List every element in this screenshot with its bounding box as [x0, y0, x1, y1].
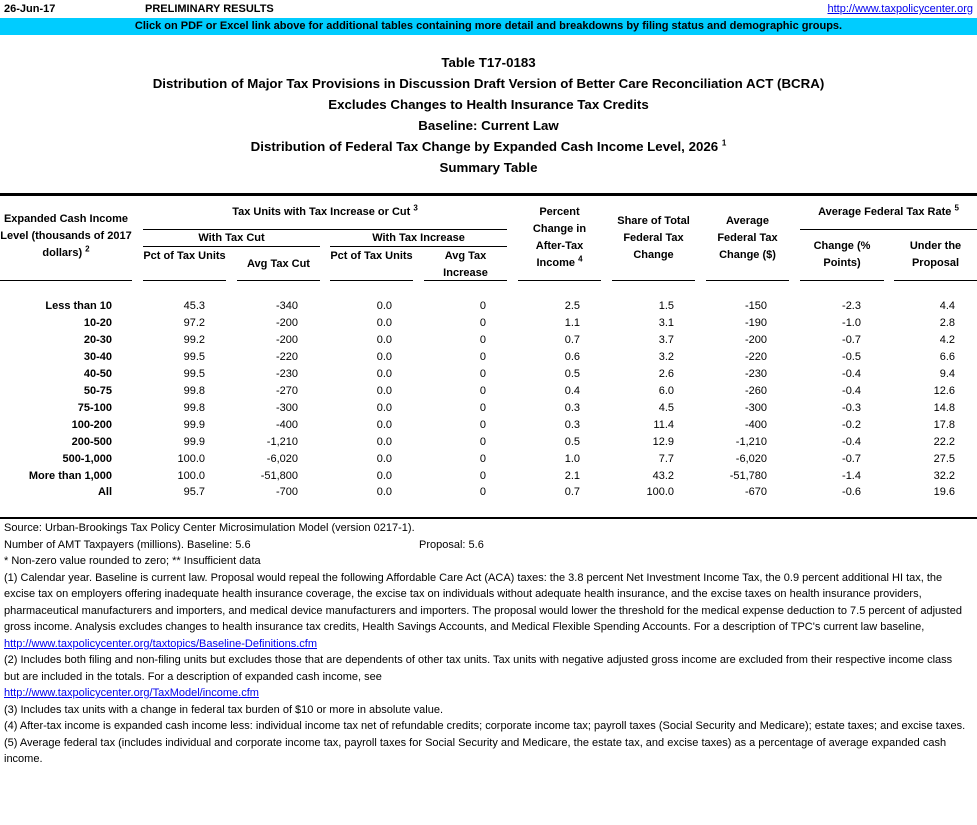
rule: [143, 246, 320, 247]
footnote-ref: 1: [721, 138, 727, 148]
table-cell: 97.2: [183, 316, 205, 329]
table-cell: 95.7: [183, 486, 205, 499]
table-cell: -0.6: [842, 486, 861, 499]
table-row: [0, 332, 977, 349]
footnote-2: (2) Includes both filing and non-filing units but excludes those that are dependents of other tax units. Tax units with negative adjusted gross income are excluded from their respective income class but are included in the totals. For a description of expanded cash income, see: [4, 654, 953, 683]
table-cell: 9.4: [939, 367, 955, 380]
sub-header-with-tax-increase: With Tax Increase: [372, 232, 465, 244]
table-cell: 0.0: [376, 350, 392, 363]
info-banner: Click on PDF or Excel link above for additional tables containing more detail and breakdowns by filing status and demographic groups.: [0, 18, 977, 35]
table-cell: -51,780: [729, 469, 767, 482]
table-cell: 43.2: [652, 469, 674, 482]
table-cell: 0.0: [376, 384, 392, 397]
table-cell: -340: [275, 300, 298, 312]
table-cell: 6.0: [658, 384, 674, 397]
table-cell: 4.2: [939, 333, 955, 346]
table-cell: 0.4: [564, 384, 580, 397]
table-cell: 100.0: [646, 486, 674, 499]
rule: [518, 280, 601, 281]
table-cell: 99.9: [183, 435, 205, 448]
table-cell: 0: [479, 486, 486, 499]
row-label: 500-1,000: [62, 452, 112, 465]
footnote-3: (3) Includes tax units with a change in federal tax burden of $10 or more in absolute value.: [4, 703, 444, 716]
table-cell: 100.0: [177, 469, 205, 482]
table-cell: 0: [479, 401, 486, 414]
table-cell: 0.7: [564, 486, 580, 499]
table-row: [0, 383, 977, 400]
table-cell: 1.1: [564, 316, 580, 329]
table-cell: -200: [744, 333, 767, 346]
table-row: [0, 366, 977, 383]
nonzero-note: * Non-zero value rounded to zero; ** Insufficient data: [4, 555, 261, 567]
rule: [800, 280, 884, 281]
footnote-4: (4) After-tax income is expanded cash income less: individual income tax net of refundable credits; corporate income tax; payroll taxes (Social Security and Medicare); estate taxes; and excise taxes.: [4, 720, 966, 732]
table-cell: 12.9: [652, 435, 674, 448]
table-cell: 0.3: [564, 401, 580, 414]
row-label: 100-200: [71, 418, 112, 431]
report-date: 26-Jun-17: [4, 3, 56, 15]
row-label: 10-20: [83, 316, 112, 329]
amt-proposal: Proposal: 5.6: [419, 538, 484, 551]
table-cell: 99.5: [183, 367, 205, 380]
table-row: [0, 400, 977, 417]
table-row: [0, 468, 977, 485]
table-cell: -230: [275, 367, 298, 380]
col-header-text: Expanded Cash Income Level (thousands of 2017 dollars): [0, 213, 132, 259]
amt-baseline: Number of AMT Taxpayers (millions). Baseline: 5.6: [4, 538, 251, 551]
table-row: [0, 349, 977, 366]
table-cell: -300: [744, 401, 767, 414]
table-cell: 0: [479, 367, 486, 380]
table-cell: -51,800: [260, 469, 298, 482]
income-definition-link[interactable]: http://www.taxpolicycenter.org/TaxModel/income.cfm: [4, 687, 259, 699]
rule: [330, 280, 413, 281]
rule: [143, 280, 226, 281]
table-cell: -0.4: [842, 435, 861, 448]
table-cell: 0: [479, 384, 486, 397]
title-line-5: Summary Table: [439, 160, 538, 175]
table-cell: -400: [275, 418, 298, 431]
table-cell: -0.3: [842, 401, 861, 414]
row-label: 30-40: [83, 350, 112, 363]
table-row: [0, 451, 977, 468]
footnote-ref: 2: [85, 244, 90, 254]
table-cell: 17.8: [933, 418, 955, 431]
row-label: All: [97, 486, 112, 499]
table-row: [0, 434, 977, 451]
table-cell: 1.0: [564, 452, 580, 465]
group-header-tax-units: [143, 204, 507, 221]
table-cell: 3.2: [658, 350, 674, 363]
tpc-website-link[interactable]: http://www.taxpolicycenter.org: [827, 3, 973, 15]
table-cell: 2.6: [658, 367, 674, 380]
table-cell: -0.4: [842, 367, 861, 380]
table-cell: 12.6: [933, 384, 955, 397]
col-header-income-level: [0, 211, 132, 262]
row-label: 40-50: [83, 367, 112, 380]
table-cell: -1.4: [842, 469, 861, 482]
table-cell: 2.5: [564, 300, 580, 312]
rule: [0, 280, 132, 281]
table-cell: 100.0: [177, 452, 205, 465]
rule: [424, 280, 507, 281]
col-header-avg-fed-tax-change: Average Federal Tax Change ($): [717, 215, 778, 261]
status-label: PRELIMINARY RESULTS: [145, 3, 274, 15]
table-cell: 0: [479, 316, 486, 329]
table-cell: 0: [479, 469, 486, 482]
col-header-avg-tax-cut: Avg Tax Cut: [247, 258, 310, 270]
rule: [330, 246, 507, 247]
table-cell: -260: [744, 384, 767, 397]
footnotes: [4, 520, 969, 768]
rule: [894, 280, 977, 281]
table-cell: 0.3: [564, 418, 580, 431]
group-header-text: Tax Units with Tax Increase or Cut: [232, 206, 411, 218]
table-cell: -150: [744, 300, 767, 312]
table-top-rule: [0, 193, 977, 196]
col-header-rate-change: Change (% Points): [813, 240, 871, 269]
table-cell: 0.0: [376, 316, 392, 329]
group-header-avg-rate: [800, 204, 977, 221]
table-cell: 27.5: [933, 452, 955, 465]
table-cell: 0: [479, 333, 486, 346]
source-note: Source: Urban-Brookings Tax Policy Center Microsimulation Model (version 0217-1).: [4, 522, 415, 534]
table-cell: -200: [275, 316, 298, 329]
row-label: 50-75: [83, 384, 112, 397]
table-cell: 3.7: [658, 333, 674, 346]
table-cell: -6,020: [266, 452, 298, 465]
table-cell: 0.7: [564, 333, 580, 346]
col-header-share-total: Share of Total Federal Tax Change: [617, 215, 690, 261]
table-cell: 0.0: [376, 300, 392, 312]
table-cell: 1.5: [658, 300, 674, 312]
table-cell: -0.4: [842, 384, 861, 397]
table-cell: 0.0: [376, 469, 392, 482]
footnote-ref: 3: [413, 203, 418, 213]
table-cell: 99.5: [183, 350, 205, 363]
table-cell: 11.4: [653, 418, 674, 431]
table-cell: 0.0: [376, 367, 392, 380]
table-cell: 3.1: [658, 316, 674, 329]
footnote-1: (1) Calendar year. Baseline is current law. Proposal would repeal the following Affordable Care Act (ACA) taxes: the 3.8 percent Net Investment Income Tax, the 0.9 percent additional HI tax, the excise tax on employers offering inadequate health insurance coverage, the excise tax on individuals without adequate health insurance, and the excise taxes on health insurance providers, pharmaceutical manufacturers and importers, and medical device manufacturers and importers. The proposal would lower the threshold for the medical expense deduction to 7.5 percent of adjusted gross income. Analysis excludes changes to health insurance tax credits, Health Savings Accounts, and Medical Flexible Spending Accounts. For a description of TPC's current law baseline,: [4, 571, 962, 633]
table-cell: 7.7: [658, 452, 674, 465]
table-cell: 99.9: [183, 418, 205, 431]
table-titles: [0, 52, 977, 178]
table-cell: 2.8: [939, 316, 955, 329]
row-label: 75-100: [77, 401, 112, 414]
table-cell: 0.0: [376, 435, 392, 448]
table-cell: -0.7: [842, 452, 861, 465]
title-line-3: Baseline: Current Law: [418, 118, 559, 133]
row-label: 200-500: [71, 435, 112, 448]
table-cell: -0.2: [842, 418, 861, 431]
table-cell: 4.4: [939, 300, 955, 312]
table-cell: -1,210: [735, 435, 767, 448]
row-label: More than 1,000: [28, 469, 112, 482]
table-row: [0, 484, 977, 501]
col-header-pct-units-inc: Pct of Tax Units: [330, 250, 413, 262]
top-bar: [0, 0, 977, 18]
title-line-4: [0, 136, 977, 157]
table-cell: 45.3: [183, 300, 205, 312]
table-row: [0, 417, 977, 434]
table-cell: -300: [275, 401, 298, 414]
table-bottom-rule: [0, 517, 977, 519]
col-header-text: Percent Change in After-Tax Income: [532, 206, 587, 269]
table-cell: -1,210: [266, 435, 298, 448]
sub-header-with-tax-cut: With Tax Cut: [198, 232, 265, 244]
table-cell: 0.0: [376, 401, 392, 414]
col-header-avg-tax-inc: Avg Tax Increase: [443, 250, 488, 279]
table-cell: 99.8: [183, 384, 205, 397]
footnote-ref: 4: [578, 254, 583, 264]
footnote-5: (5) Average federal tax (includes individual and corporate income tax, payroll taxes for Social Security and Medicare, the estate tax, and excise taxes) as a percentage of average expanded cash income.: [4, 736, 947, 765]
table-cell: 0: [479, 435, 486, 448]
table-cell: -220: [275, 350, 298, 363]
table-cell: 14.8: [933, 401, 955, 414]
title-line-4-text: Distribution of Federal Tax Change by Expanded Cash Income Level, 2026: [250, 139, 719, 154]
table-cell: -670: [744, 486, 767, 499]
table-cell: 0.0: [376, 333, 392, 346]
table-cell: 0.5: [564, 435, 580, 448]
table-cell: 0: [479, 350, 486, 363]
table-cell: -270: [275, 384, 298, 397]
table-cell: 22.2: [933, 435, 955, 448]
rule: [237, 280, 320, 281]
table-cell: -700: [275, 486, 298, 499]
table-cell: -0.5: [842, 350, 861, 363]
table-cell: 32.2: [933, 469, 955, 482]
table-cell: -2.3: [842, 300, 861, 312]
amt-note: [4, 537, 969, 554]
table-cell: 2.1: [564, 469, 580, 482]
rule: [706, 280, 789, 281]
table-row: [0, 298, 977, 315]
table-cell: 99.2: [183, 333, 205, 346]
table-cell: 0.0: [376, 452, 392, 465]
table-cell: 0: [479, 300, 486, 312]
table-cell: 0.0: [376, 486, 392, 499]
row-label: Less than 10: [45, 300, 112, 312]
table-cell: -230: [744, 367, 767, 380]
group-header-text: Average Federal Tax Rate: [818, 206, 952, 218]
table-id: Table T17-0183: [441, 55, 536, 70]
col-header-rate-under: Under the Proposal: [909, 240, 962, 269]
title-line-2: Excludes Changes to Health Insurance Tax Credits: [328, 97, 649, 112]
table-cell: 0.5: [564, 367, 580, 380]
table-cell: 6.6: [939, 350, 955, 363]
row-label: 20-30: [83, 333, 112, 346]
table-cell: 0.6: [564, 350, 580, 363]
col-header-pct-units-cut: Pct of Tax Units: [143, 250, 226, 262]
table-cell: -190: [744, 316, 767, 329]
table-cell: 0: [479, 418, 486, 431]
table-cell: -400: [744, 418, 767, 431]
table-cell: -1.0: [842, 316, 861, 329]
table-cell: -6,020: [735, 452, 767, 465]
table-cell: 0.0: [376, 418, 392, 431]
table-cell: -200: [275, 333, 298, 346]
rule: [612, 280, 695, 281]
table-row: [0, 315, 977, 332]
table-cell: -220: [744, 350, 767, 363]
table-cell: 19.6: [933, 486, 955, 499]
table-cell: 0: [479, 452, 486, 465]
table-cell: -0.7: [842, 333, 861, 346]
table-cell: 99.8: [183, 401, 205, 414]
footnote-ref: 5: [954, 203, 959, 213]
col-header-pct-change-after-tax: [518, 204, 601, 272]
table-cell: 4.5: [658, 401, 674, 414]
rule: [800, 229, 977, 230]
baseline-definitions-link[interactable]: http://www.taxpolicycenter.org/taxtopics/Baseline-Definitions.cfm: [4, 637, 318, 650]
title-line-1: Distribution of Major Tax Provisions in Discussion Draft Version of Better Care Reconciliation ACT (BCRA): [152, 76, 825, 91]
